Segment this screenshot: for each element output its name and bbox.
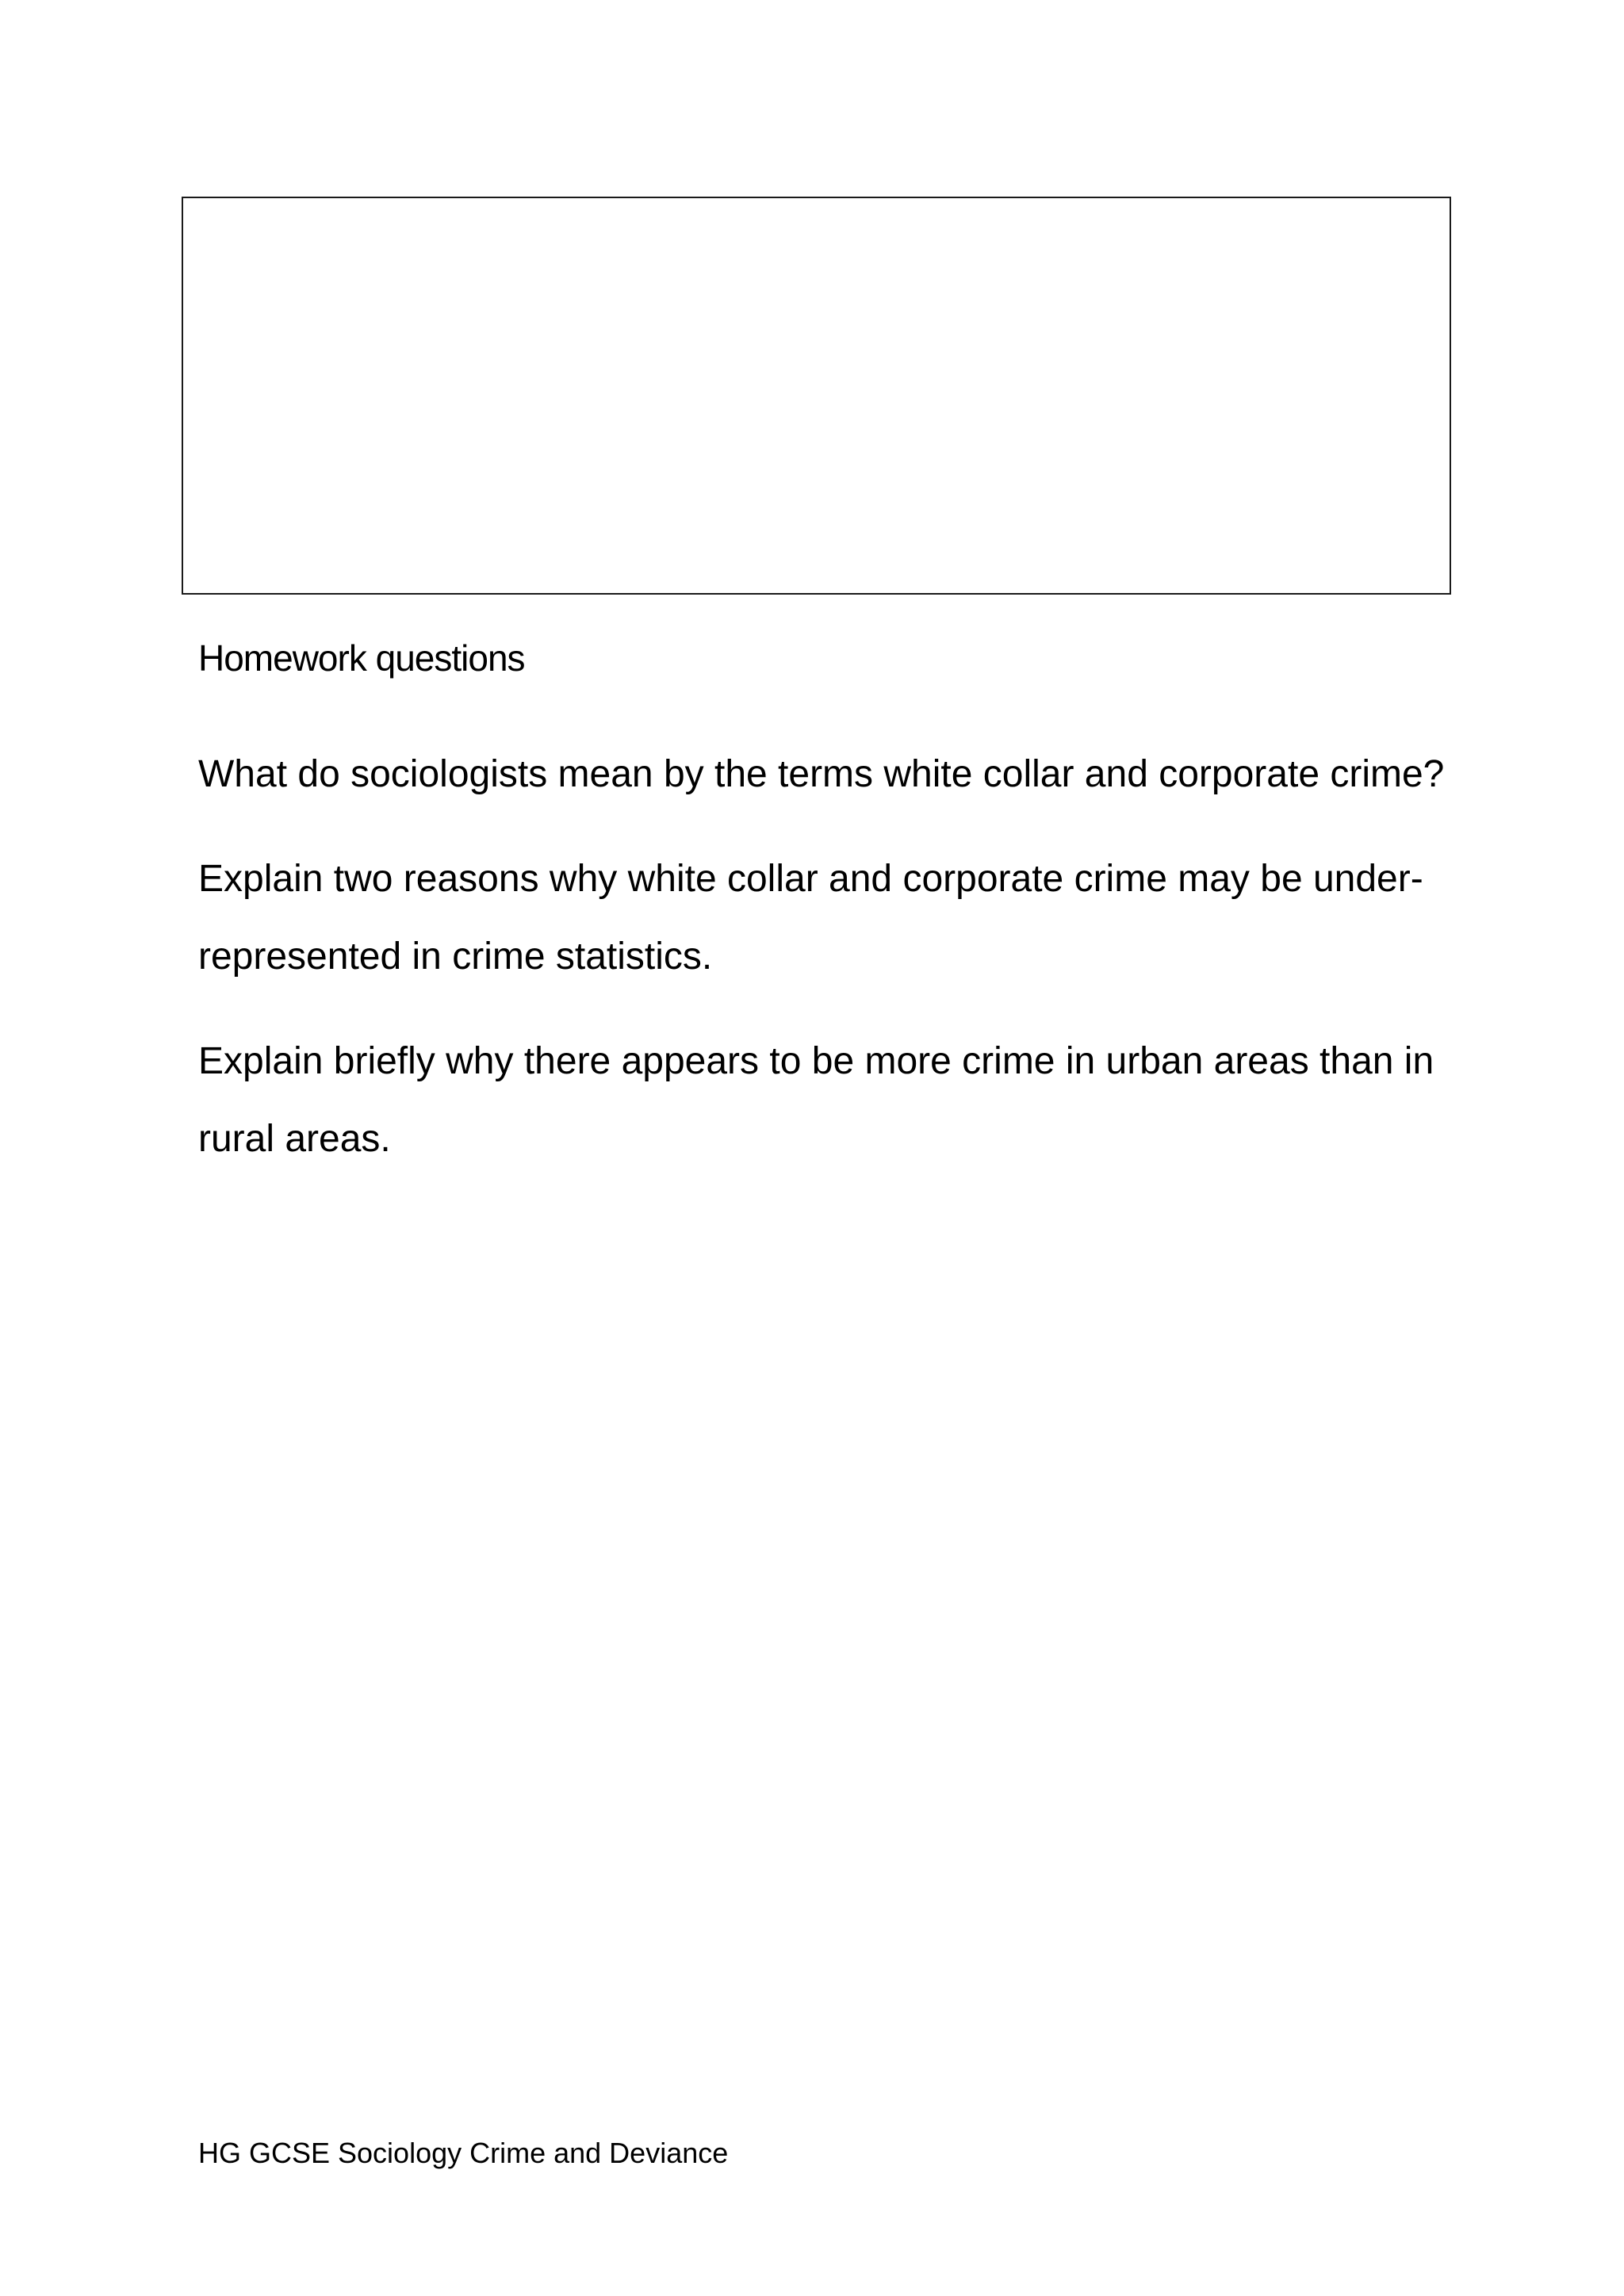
page-footer: HG GCSE Sociology Crime and Deviance (198, 2137, 729, 2169)
question-2: Explain two reasons why white collar and corporate crime may be under-represented in crime statistics. (198, 858, 1423, 978)
question-list (198, 736, 1451, 1205)
homework-heading: Homework questions (198, 637, 525, 679)
empty-answer-box (182, 197, 1451, 595)
question-1: What do sociologists mean by the terms white collar and corporate crime? (198, 753, 1445, 795)
question-3: Explain briefly why there appears to be more crime in urban areas than in rural areas. (198, 1040, 1434, 1160)
